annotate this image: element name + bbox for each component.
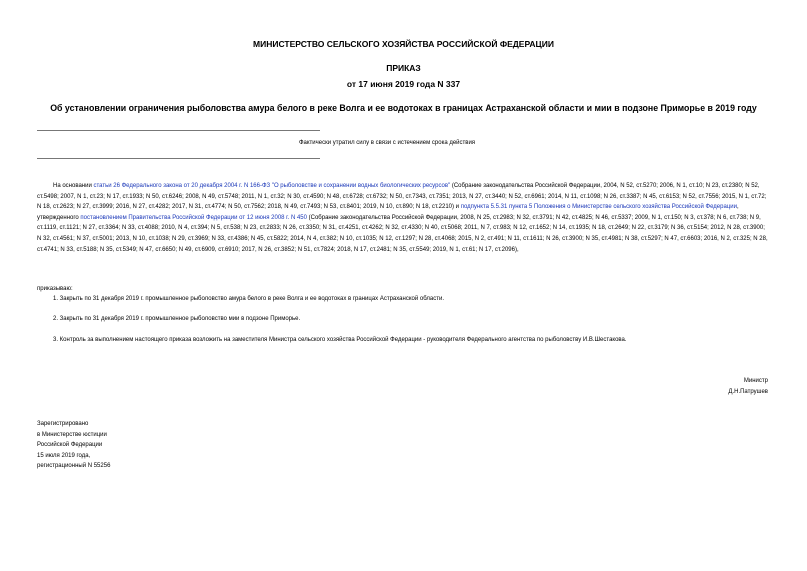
registration-line: Зарегистрировано	[37, 421, 89, 427]
preamble-text: На основании	[53, 183, 94, 189]
order-item-1: 1. Закрыть по 31 декабря 2019 г. промышленное рыболовство амура белого в реке Волга и ее водотоках в границах Астраханской области.	[53, 296, 444, 302]
registration-line: 15 июля 2019 года,	[37, 452, 91, 459]
document-type: ПРИКАЗ	[386, 63, 421, 73]
resolution-link[interactable]: постановлением Правительства Российской Федерации от 12 июня 2008 г. N 450	[80, 214, 307, 221]
signature-position: Министр	[743, 378, 768, 384]
preamble-text: , утвержденного	[37, 204, 739, 221]
document-title: Об установлении ограничения рыболовства амура белого в реке Волга и ее водотоках в границах Астраханской области и мии в подзоне Приморье в 2019 году	[50, 103, 757, 113]
preamble-text: (Собрание законодательства Российской Федерации, 2004, N 52, ст.5270; 2006, N 1, ст.10; N 23, ст.2380; N 52, ст.5498; 2007, N 1, ст.23; N 17, ст.1933; N 50, ст.6246; 2008, N 49, ст.5748; 2011, N 1, ст.32; N 30, ст.4590; N 48, ст.6728; ст.6732; N 50, ст.7343, ст.7351; 2013, N 27, ст.3440; N 52, ст.6961; 2014, N 11, ст.1098; N 26, ст.3387; N 45, ст.6153; N 52, ст.7556; 2015, N 1, ст.72; N 18, ст.2623; N 27, ст.3999; 2016, N 27, ст.4282; 2017, N 31, ст.4774; N 50, ст.7562; 2018, N 49, ст.7493; N 53, ст.8401; 2019, N 10, ст.890; N 18, ст.2210) и	[37, 183, 767, 211]
regulation-link[interactable]: подпункта 5.5.31 пункта 5 Положения о Министерстве сельского хозяйства Российской Федерации	[460, 204, 737, 211]
order-item-3: 3. Контроль за выполнением настоящего приказа возложить на заместителя Министра сельского хозяйства Российской Федерации - руководителя Федерального агентства по рыболовству И.В.Шестакова.	[53, 337, 627, 343]
signature-name: Д.Н.Патрушев	[728, 388, 768, 395]
preamble-text: (Собрание законодательства Российской Федерации, 2008, N 25, ст.2983; N 32, ст.3791; N 42, ст.4825; N 46, ст.5337; 2009, N 1, ст.150; N 3, ст.378; N 6, ст.738; N 9, ст.1119, ст.1121; N 27, ст.3364; N 33, ст.4088; 2010, N 4, ст.394; N 5, ст.538; N 23, ст.2833; N 26, ст.3350; N 31, ст.4251, ст.4262; N 32, ст.4330; N 40, ст.5068; 2011, N 7, ст.983; N 12, ст.1652; N 14, ст.1935; N 18, ст.2649; N 22, ст.3179; N 36, ст.5154; 2012, N 28, ст.3900; N 32, ст.4561; N 37, ст.5001; 2013, N 10, ст.1038; N 29, ст.3969; N 33, ст.4386; N 45, ст.5822; 2014, N 4, ст.382; N 10, ст.1035; N 12, ст.1297; N 28, ст.4068; 2015, N 2, ст.491; N 11, ст.1611; N 26, ст.3900; N 35, ст.4981; N 38, ст.5297; N 47, ст.6603; 2016, N 2, ст.325; N 28, ст.4741; N 33, ст.5188; N 35, ст.5349; N 47, ст.6650; N 49, ст.6909, ст.6910; 2017, N 26, ст.3852; N 51, ст.7824; 2018, N 17, ст.2481; N 35, ст.5549; 2019, N 1, ст.61; N 17, ст.2096),	[37, 214, 768, 253]
document-date-number: от 17 июня 2019 года N 337	[346, 79, 461, 89]
ministry-heading: МИНИСТЕРСТВО СЕЛЬСКОГО ХОЗЯЙСТВА РОССИЙСКОЙ ФЕДЕРАЦИИ	[253, 39, 554, 49]
registration-line: регистрационный N 55256	[37, 463, 111, 470]
registration-line: Российской Федерации	[37, 442, 103, 449]
registration-line: в Министерстве юстиции	[37, 431, 107, 438]
signature-block	[728, 376, 768, 397]
order-word: приказываю:	[37, 286, 73, 292]
registration-block	[37, 419, 110, 472]
divider-top	[37, 130, 320, 131]
divider-bottom	[37, 158, 320, 159]
status-note: Фактически утратил силу в связи с истечением срока действия	[298, 140, 476, 146]
order-item-2: 2. Закрыть по 31 декабря 2019 г. промышленное рыболовство мии в подзоне Приморье.	[53, 316, 301, 322]
law-link[interactable]: статьи 26 Федерального закона от 20 декабря 2004 г. N 166-ФЗ "О рыболовстве и сохранении водных биологических ресурсов"	[93, 183, 451, 189]
preamble-paragraph	[37, 181, 770, 255]
